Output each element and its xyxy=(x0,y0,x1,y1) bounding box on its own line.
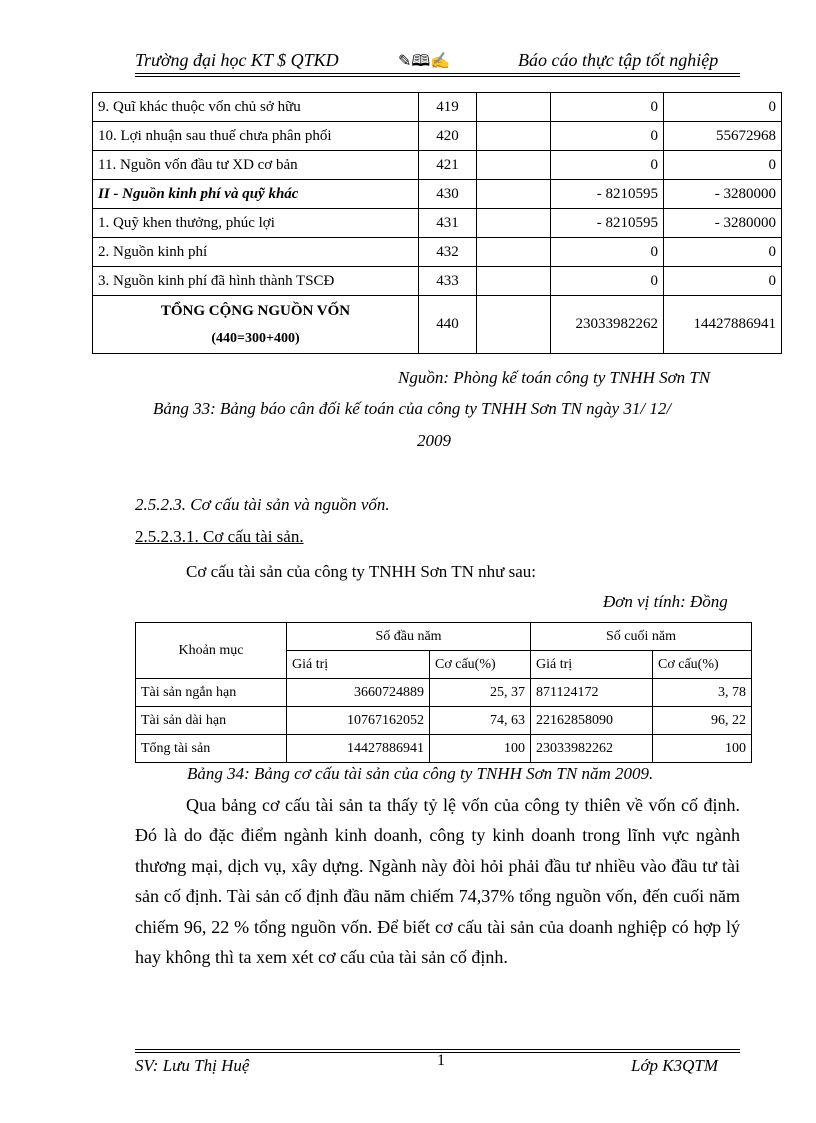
subsection-heading: 2.5.2.3.1. Cơ cấu tài sản. xyxy=(135,527,304,546)
table-header-row xyxy=(136,623,752,651)
row-begin: 0 xyxy=(551,151,664,180)
row-note xyxy=(477,151,551,180)
total-label-line2: (440=300+400) xyxy=(211,330,300,346)
row-value-end: 22162858090 xyxy=(531,707,653,735)
row-pct-begin: 25, 37 xyxy=(430,679,531,707)
row-value-begin: 14427886941 xyxy=(287,735,430,763)
intro-text: Cơ cấu tài sản của công ty TNHH Sơn TN như sau: xyxy=(186,562,536,581)
row-begin: 0 xyxy=(551,122,664,151)
row-pct-begin: 100 xyxy=(430,735,531,763)
row-note xyxy=(477,93,551,122)
asset-structure-table xyxy=(135,622,752,763)
row-code: 430 xyxy=(419,180,477,209)
row-end: - 3280000 xyxy=(664,180,782,209)
paragraph-text: Qua bảng cơ cấu tài sản ta thấy tỷ lệ vốn của công ty thiên về vốn cố định. Đó là do đặc điểm ngành kinh doanh, công ty kinh doanh trong lĩnh vực ngành thương mại, dịch vụ, xây dựng. Ngành này đòi hỏi phải đầu tư nhiều vào đầu tư tài sản cố định. Tài sản cố định đầu năm chiếm 74,37% tổng nguồn vốn, đến cuối năm chiếm 96, 22 % tổng nguồn vốn. Để biết cơ cấu tài sản của doanh nghiệp có hợp lý hay không thì ta xem xét cơ cấu của tài sản cố định. xyxy=(135,795,740,968)
row-code: 419 xyxy=(419,93,477,122)
header-value: Giá trị xyxy=(287,651,430,679)
total-begin: 23033982262 xyxy=(551,296,664,354)
row-begin: 0 xyxy=(551,238,664,267)
row-code: 421 xyxy=(419,151,477,180)
table33-caption-year: 2009 xyxy=(417,431,451,450)
header-divider xyxy=(135,73,740,77)
header-pct: Cơ cấu(%) xyxy=(430,651,531,679)
table-row xyxy=(93,267,782,296)
row-item: Tài sản dài hạn xyxy=(136,707,287,735)
row-end: 0 xyxy=(664,151,782,180)
total-label xyxy=(93,296,419,354)
row-code: 431 xyxy=(419,209,477,238)
table-row xyxy=(93,93,782,122)
row-value-end: 23033982262 xyxy=(531,735,653,763)
table-source: Nguồn: Phòng kế toán công ty TNHH Sơn TN xyxy=(398,368,711,387)
analysis-paragraph xyxy=(135,790,740,972)
unit-label: Đơn vị tính: Đồng xyxy=(603,592,728,611)
row-label: 2. Nguồn kinh phí xyxy=(93,238,419,267)
table-row xyxy=(136,679,752,707)
row-label: 1. Quỹ khen thưởng, phúc lợi xyxy=(93,209,419,238)
total-label-line1: TỔNG CỘNG NGUỒN VỐN xyxy=(160,302,351,319)
row-code: 433 xyxy=(419,267,477,296)
row-label: 11. Nguồn vốn đầu tư XD cơ bản xyxy=(93,151,419,180)
balance-sheet-table xyxy=(92,92,782,354)
row-item: Tổng tài sản xyxy=(136,735,287,763)
header-ornament-icon: ✎🕮✍ xyxy=(398,53,451,70)
row-label: 10. Lợi nhuận sau thuế chưa phân phối xyxy=(93,122,419,151)
table-row xyxy=(93,238,782,267)
header-value: Giá trị xyxy=(531,651,653,679)
table-row xyxy=(136,735,752,763)
row-note xyxy=(477,180,551,209)
table-row xyxy=(93,122,782,151)
row-begin: 0 xyxy=(551,267,664,296)
footer-class: Lớp K3QTM xyxy=(631,1056,719,1075)
row-end: 55672968 xyxy=(664,122,782,151)
table-row xyxy=(136,707,752,735)
row-end: 0 xyxy=(664,267,782,296)
row-note xyxy=(477,238,551,267)
header-item: Khoản mục xyxy=(136,623,287,679)
row-label: II - Nguồn kinh phí và quỹ khác xyxy=(93,180,419,209)
row-end: - 3280000 xyxy=(664,209,782,238)
row-pct-begin: 74, 63 xyxy=(430,707,531,735)
table-row xyxy=(93,180,782,209)
section-heading: 2.5.2.3. Cơ cấu tài sản và nguồn vốn. xyxy=(135,495,390,514)
row-pct-end: 3, 78 xyxy=(653,679,752,707)
page-number: 1 xyxy=(437,1052,445,1069)
total-note xyxy=(477,296,551,354)
row-value-begin: 10767162052 xyxy=(287,707,430,735)
table33-caption: Bảng 33: Bảng báo cân đối kế toán của công ty TNHH Sơn TN ngày 31/ 12/ xyxy=(153,399,672,418)
row-pct-end: 96, 22 xyxy=(653,707,752,735)
row-end: 0 xyxy=(664,238,782,267)
row-item: Tài sản ngắn hạn xyxy=(136,679,287,707)
row-note xyxy=(477,122,551,151)
row-code: 432 xyxy=(419,238,477,267)
row-pct-end: 100 xyxy=(653,735,752,763)
table-row xyxy=(93,151,782,180)
total-row xyxy=(93,296,782,354)
row-begin: - 8210595 xyxy=(551,209,664,238)
row-note xyxy=(477,267,551,296)
row-begin: - 8210595 xyxy=(551,180,664,209)
row-code: 420 xyxy=(419,122,477,151)
row-end: 0 xyxy=(664,93,782,122)
row-label: 9. Quĩ khác thuộc vốn chủ sở hữu xyxy=(93,93,419,122)
header-report-title: Báo cáo thực tập tốt nghiệp xyxy=(518,50,719,70)
total-code: 440 xyxy=(419,296,477,354)
footer-student: SV: Lưu Thị Huệ xyxy=(135,1056,250,1075)
table34-caption: Bảng 34: Bảng cơ cấu tài sản của công ty TNHH Sơn TN năm 2009. xyxy=(187,764,654,783)
total-end: 14427886941 xyxy=(664,296,782,354)
row-value-begin: 3660724889 xyxy=(287,679,430,707)
table-row xyxy=(93,209,782,238)
row-value-end: 871124172 xyxy=(531,679,653,707)
header-end-year: Số cuối năm xyxy=(531,623,752,651)
row-begin: 0 xyxy=(551,93,664,122)
header-school: Trường đại học KT $ QTKD xyxy=(135,50,339,70)
header-pct: Cơ cấu(%) xyxy=(653,651,752,679)
header-begin-year: Số đầu năm xyxy=(287,623,531,651)
row-note xyxy=(477,209,551,238)
row-label: 3. Nguồn kinh phí đã hình thành TSCĐ xyxy=(93,267,419,296)
